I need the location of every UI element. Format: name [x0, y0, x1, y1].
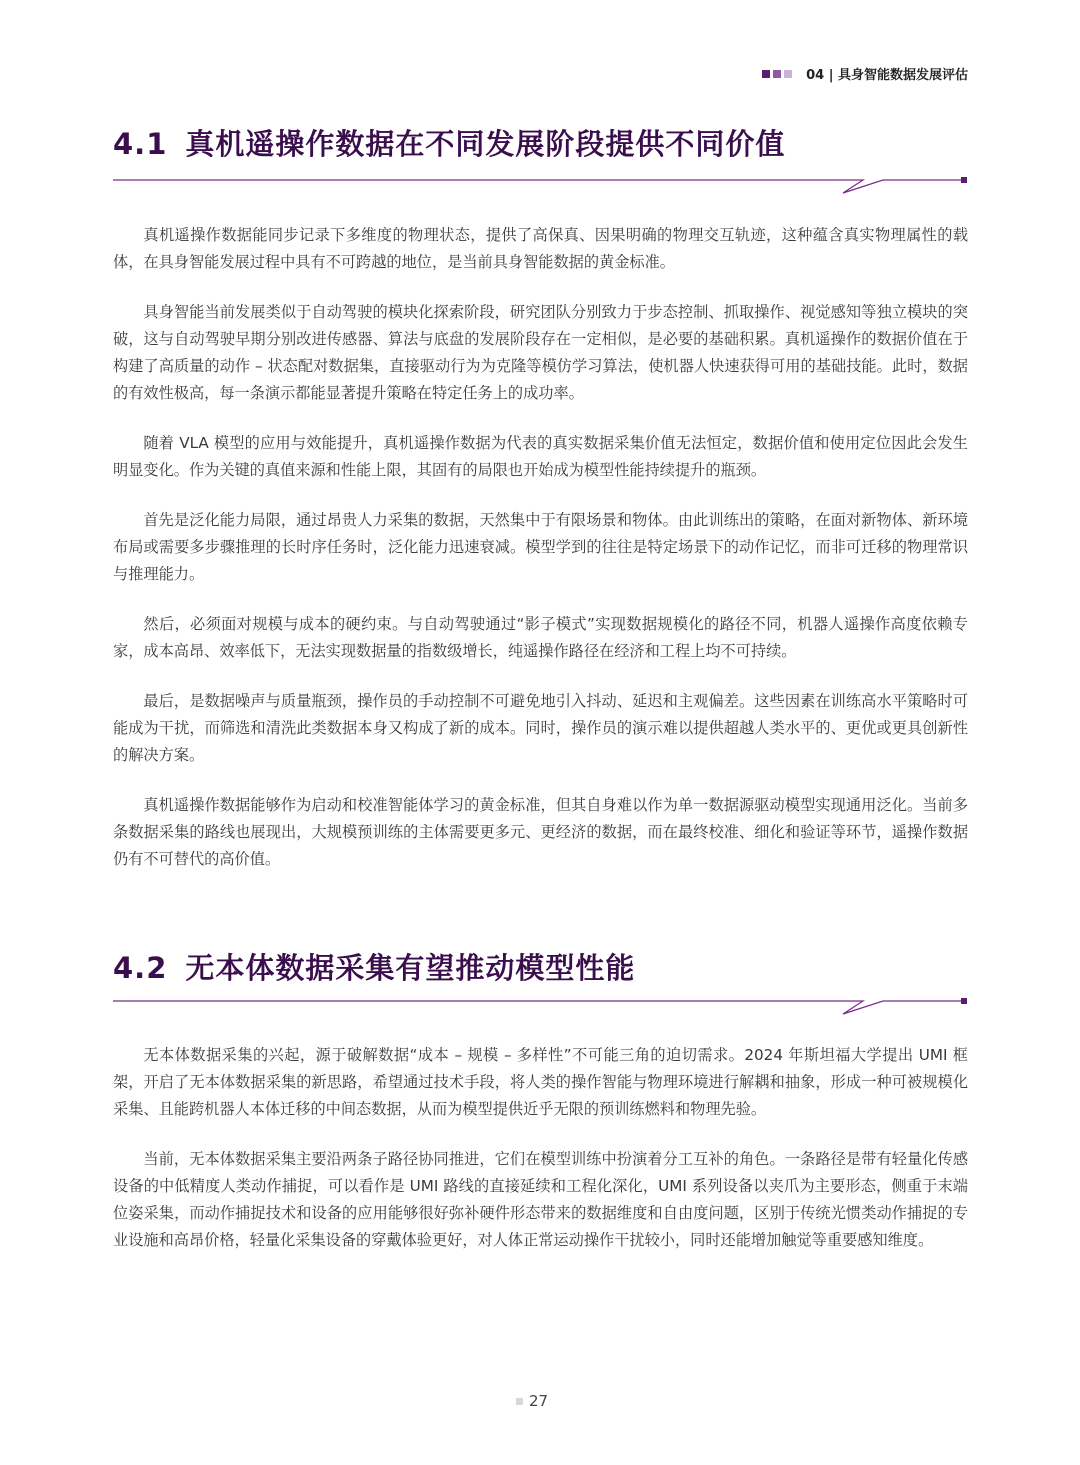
page-dot-icon: [516, 1398, 523, 1405]
title-divider: [113, 172, 968, 194]
section-4-2-body: [113, 1042, 968, 1254]
section-4-1: [113, 122, 968, 163]
chapter-header: [762, 64, 968, 83]
section-number: 4.2: [113, 951, 168, 985]
section-4-1-body: [113, 222, 968, 873]
paragraph: 然后，必须面对规模与成本的硬约束。与自动驾驶通过“影子模式”实现数据规模化的路径不同，机器人遥操作高度依赖专家，成本高昂、效率低下，无法实现数据量的指数级增长，纯遥操作路径在经济和工程上均不可持续。: [113, 615, 968, 660]
section-heading: 真机遥操作数据在不同发展阶段提供不同价值: [185, 127, 786, 161]
paragraph: 首先是泛化能力局限，通过昂贵人力采集的数据，天然集中于有限场景和物体。由此训练出的策略，在面对新物体、新环境布局或需要多步骤推理的长时序任务时，泛化能力迅速衰减。模型学到的往往是特定场景下的动作记忆，而非可迁移的物理常识与推理能力。: [113, 511, 968, 583]
page-number-text: 27: [529, 1392, 549, 1410]
page-number: [516, 1392, 548, 1410]
section-title: [113, 946, 968, 987]
paragraph: 真机遥操作数据能同步记录下多维度的物理状态，提供了高保真、因果明确的物理交互轨迹，这种蕴含真实物理属性的载体，在具身智能发展过程中具有不可跨越的地位，是当前具身智能数据的黄金标准。: [113, 226, 968, 271]
paragraph: 最后，是数据噪声与质量瓶颈，操作员的手动控制不可避免地引入抖动、延迟和主观偏差。这些因素在训练高水平策略时可能成为干扰，而筛选和清洗此类数据本身又构成了新的成本。同时，操作员的演示难以提供超越人类水平的、更优或更具创新性的解决方案。: [113, 692, 968, 764]
section-heading: 无本体数据采集有望推动模型性能: [185, 951, 636, 985]
paragraph: 具身智能当前发展类似于自动驾驶的模块化探索阶段，研究团队分别致力于步态控制、抓取操作、视觉感知等独立模块的突破，这与自动驾驶早期分别改进传感器、算法与底盘的发展阶段存在一定相似，是必要的基础积累。真机遥操作的数据价值在于构建了高质量的动作 – 状态配对数据集，直接驱动行为为克隆等模仿学习算法，使机器人快速获得可用的基础技能。此时，数据的有效性极高，每一条演示都能显著提升策略在特定任务上的成功率。: [113, 303, 968, 402]
section-4-2: [113, 946, 968, 987]
title-divider: [113, 993, 968, 1015]
chapter-label: 04 | 具身智能数据发展评估: [806, 68, 968, 83]
section-title: [113, 122, 968, 163]
section-number: 4.1: [113, 127, 168, 161]
paragraph: 随着 VLA 模型的应用与效能提升，真机遥操作数据为代表的真实数据采集价值无法恒定，数据价值和使用定位因此会发生明显变化。作为关键的真值来源和性能上限，其固有的局限也开始成为模型性能持续提升的瓶颈。: [113, 434, 968, 479]
paragraph: 当前，无本体数据采集主要沿两条子路径协同推进，它们在模型训练中扮演着分工互补的角色。一条路径是带有轻量化传感设备的中低精度人类动作捕捉，可以看作是 UMI 路线的直接延续和工程化深化，UMI 系列设备以夹爪为主要形态，侧重于末端位姿采集，而动作捕捉技术和设备的应用能够很好弥补硬件形态带来的数据维度和自由度问题，区别于传统光惯类动作捕捉的专业设施和高昂价格，轻量化采集设备的穿戴体验更好，对人体正常运动操作干扰较小，同时还能增加触觉等重要感知维度。: [113, 1150, 968, 1249]
header-squares-icon: [762, 70, 792, 78]
paragraph: 真机遥操作数据能够作为启动和校准智能体学习的黄金标准，但其自身难以作为单一数据源驱动模型实现通用泛化。当前多条数据采集的路线也展现出，大规模预训练的主体需要更多元、更经济的数据，而在最终校准、细化和验证等环节，遥操作数据仍有不可替代的高价值。: [113, 796, 968, 868]
paragraph: 无本体数据采集的兴起，源于破解数据“成本 – 规模 – 多样性”不可能三角的迫切需求。2024 年斯坦福大学提出 UMI 框架，开启了无本体数据采集的新思路，希望通过技术手段，将人类的操作智能与物理环境进行解耦和抽象，形成一种可被规模化采集、且能跨机器人本体迁移的中间态数据，从而为模型提供近乎无限的预训练燃料和物理先验。: [113, 1046, 968, 1118]
